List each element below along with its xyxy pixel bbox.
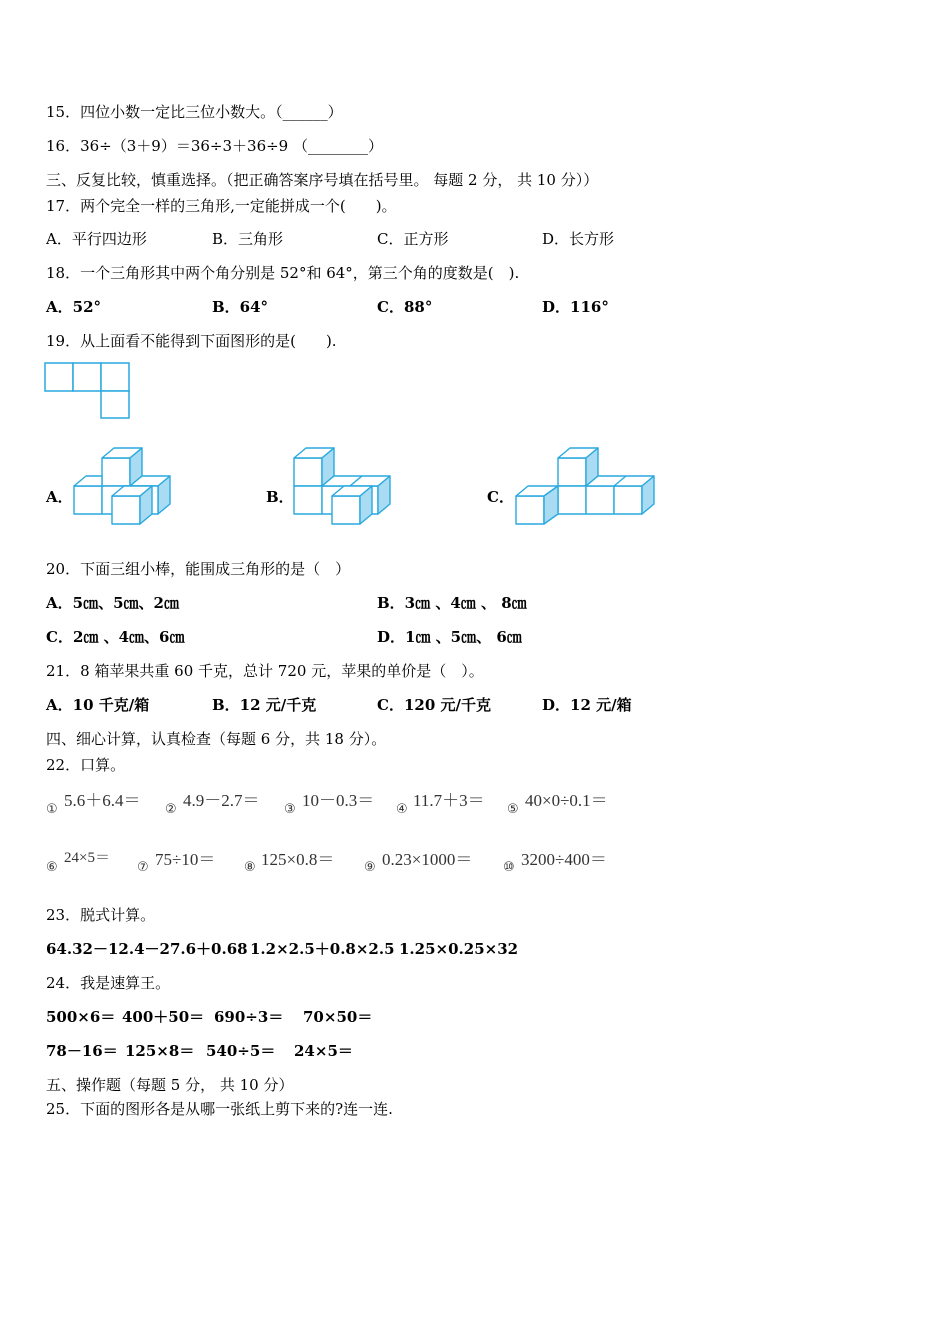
calc-expr: 11.7＋3＝: [413, 791, 485, 810]
q24-item: 540÷5＝: [206, 1042, 276, 1060]
q21-option-a: A．10 千克/箱: [46, 696, 150, 714]
q24-item: 500×6＝: [46, 1008, 116, 1026]
q23-item: 1.25×0.25×32: [399, 940, 519, 958]
cube-figure-b: [290, 444, 396, 528]
q19-option-a: A．: [46, 488, 73, 506]
calc-num: ⑤: [507, 802, 519, 817]
q17-option-d: D．长方形: [542, 230, 615, 248]
top-view-figure: [44, 362, 130, 420]
q24-item: 400＋50＝: [122, 1008, 205, 1026]
calc-expr: 125×0.8＝: [261, 850, 335, 869]
calc-num: ④: [396, 802, 408, 817]
calc-expr: 4.9－2.7＝: [183, 791, 260, 810]
q17-option-a: A．平行四边形: [46, 230, 147, 248]
cube-figure-c: [512, 444, 662, 528]
question-20-stem: 20．下面三组小棒，能围成三角形的是（ ）: [46, 560, 351, 578]
calc-num: ③: [284, 802, 296, 817]
q23-item: 64.32－12.4－27.6＋0.68: [46, 940, 248, 958]
calc-expr: 5.6＋6.4＝: [64, 791, 141, 810]
q21-option-c: C．120 元/千克: [377, 696, 491, 714]
q19-option-c: C．: [487, 488, 514, 506]
question-21-stem: 21．8 箱苹果共重 60 千克，总计 720 元，苹果的单价是（ ）。: [46, 662, 484, 680]
q20-option-c: C．2㎝ 、4㎝、6㎝: [46, 628, 185, 646]
q24-item: 125×8＝: [125, 1042, 195, 1060]
calc-expr: 40×0÷0.1＝: [525, 791, 608, 810]
calc-num: ①: [46, 802, 58, 817]
question-23-stem: 23．脱式计算。: [46, 906, 156, 924]
cube-figure-a: [70, 444, 176, 528]
q20-option-d: D．1㎝ 、5㎝、 6㎝: [377, 628, 522, 646]
section-3-heading: 三、反复比较，慎重选择。（把正确答案序号填在括号里。 每题 2 分， 共 10 分））: [46, 171, 599, 189]
q21-option-d: D．12 元/箱: [542, 696, 632, 714]
q21-option-b: B．12 元/千克: [212, 696, 317, 714]
calc-expr: 0.23×1000＝: [382, 850, 473, 869]
question-18-stem: 18．一个三角形其中两个角分别是 52°和 64°，第三个角的度数是( ).: [46, 264, 520, 282]
question-25: 25．下面的图形各是从哪一张纸上剪下来的?连一连.: [46, 1100, 393, 1118]
question-19-stem: 19．从上面看不能得到下面图形的是( ).: [46, 332, 337, 350]
question-15: 15．四位小数一定比三位小数大。（______）: [46, 103, 343, 121]
calc-num: ⑨: [364, 860, 376, 875]
calc-num: ⑧: [244, 860, 256, 875]
q24-item: 24×5＝: [294, 1042, 353, 1060]
q18-option-a: A．52°: [46, 298, 102, 316]
calc-expr: 75÷10＝: [155, 850, 216, 869]
calc-expr: 10－0.3＝: [302, 791, 375, 810]
q18-option-d: D．116°: [542, 298, 609, 316]
calc-num: ⑩: [503, 860, 515, 875]
calc-num: ⑦: [137, 860, 149, 875]
q18-option-c: C．88°: [377, 298, 433, 316]
q17-option-c: C．正方形: [377, 230, 449, 248]
q24-item: 78－16＝: [46, 1042, 118, 1060]
calc-num: ⑥: [46, 860, 58, 875]
q20-option-b: B．3㎝ 、4㎝ 、 8㎝: [377, 594, 527, 612]
question-24-stem: 24．我是速算王。: [46, 974, 171, 992]
calc-expr: 24×5＝: [64, 850, 110, 866]
q24-item: 690÷3＝: [214, 1008, 284, 1026]
q18-option-b: B．64°: [212, 298, 269, 316]
section-4-heading: 四、细心计算，认真检查（每题 6 分，共 18 分）。: [46, 730, 387, 748]
section-5-heading: 五、操作题（每题 5 分， 共 10 分）: [46, 1076, 294, 1094]
question-22-stem: 22．口算。: [46, 756, 126, 774]
q17-option-b: B．三角形: [212, 230, 284, 248]
calc-num: ②: [165, 802, 177, 817]
q23-item: 1.2×2.5＋0.8×2.5: [250, 940, 395, 958]
q19-option-b: B．: [266, 488, 294, 506]
calc-expr: 3200÷400＝: [521, 850, 607, 869]
q24-item: 70×50＝: [303, 1008, 373, 1026]
question-17-stem: 17．两个完全一样的三角形,一定能拼成一个( )。: [46, 197, 397, 215]
question-16: 16．36÷（3＋9）＝36÷3＋36÷9 （________）: [46, 137, 383, 155]
q20-option-a: A．5㎝、5㎝、2㎝: [46, 594, 179, 612]
